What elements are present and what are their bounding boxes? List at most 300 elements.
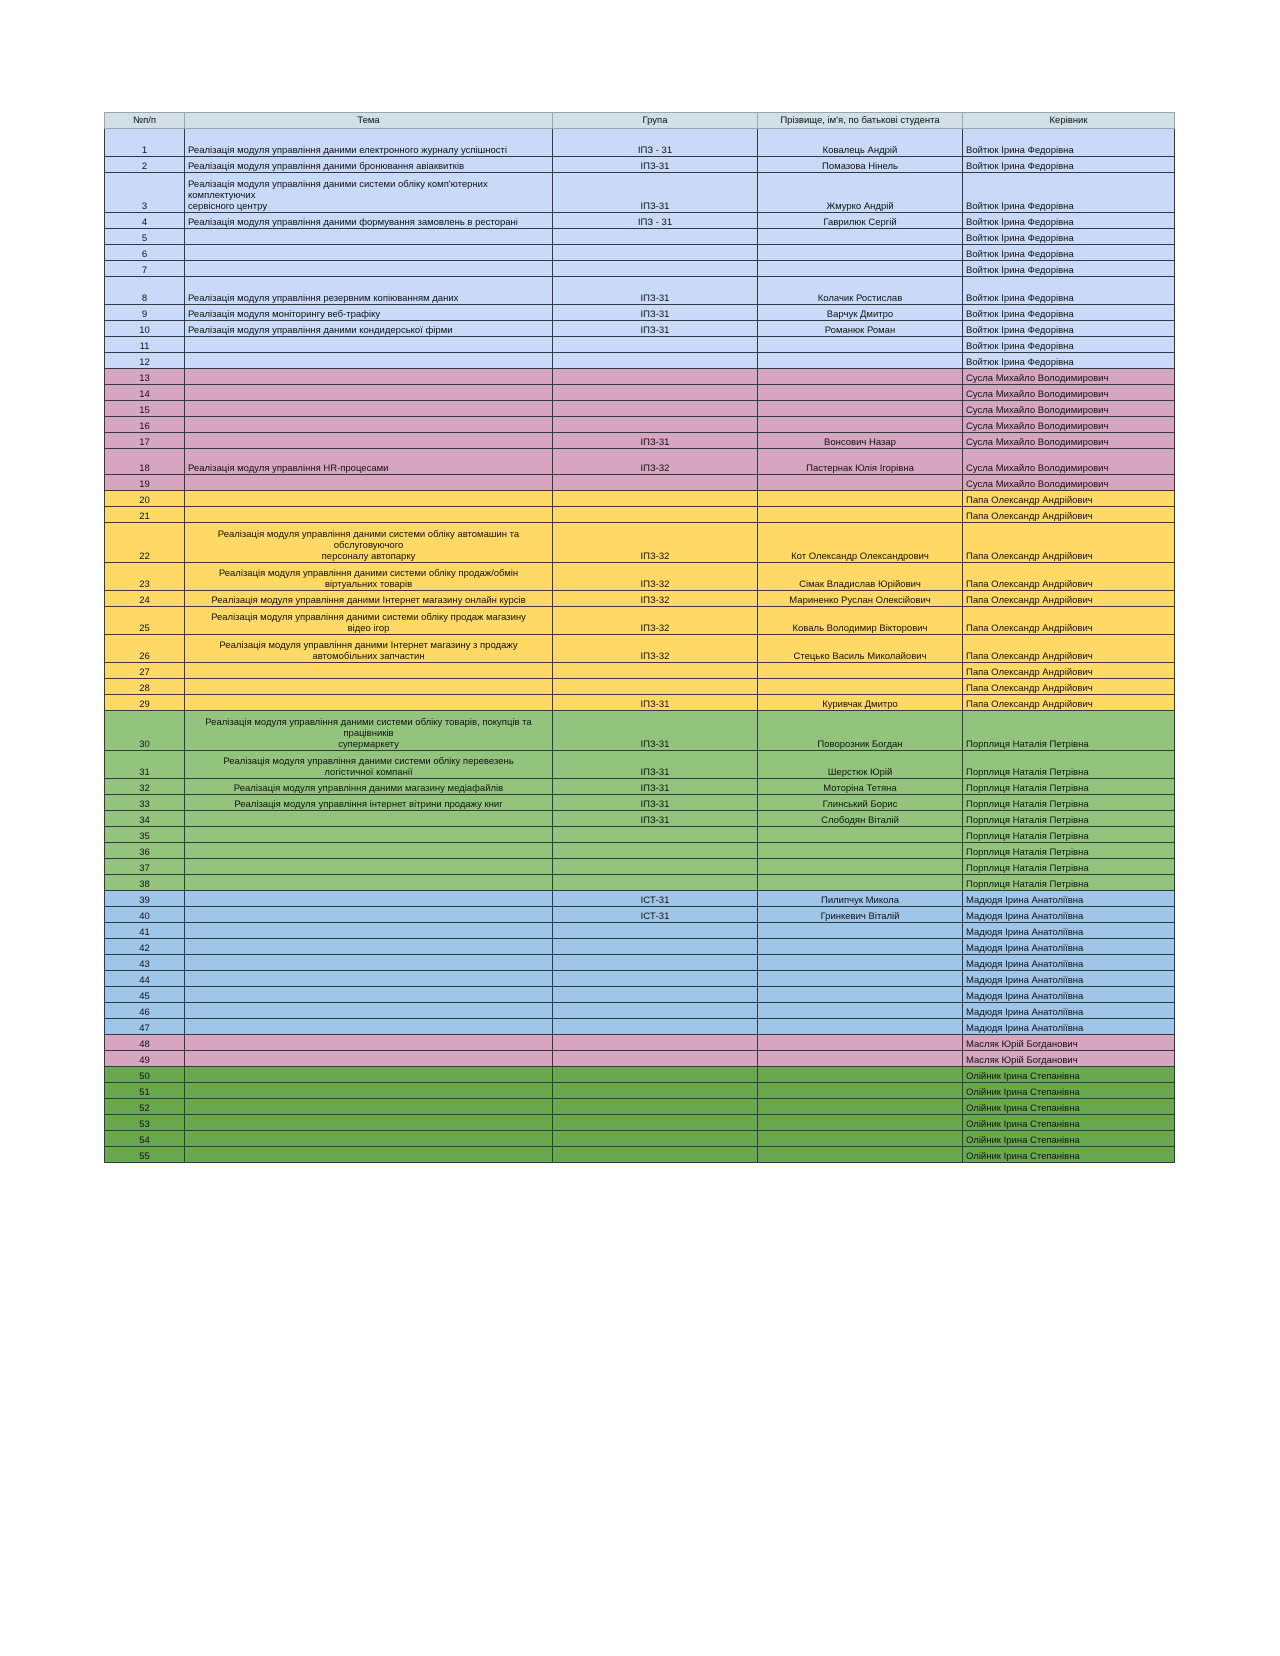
table-row — [105, 711, 1175, 751]
supervisor-cell[interactable]: Мадюдя Ірина Анатоліївна — [963, 939, 1175, 955]
topic-cell[interactable] — [185, 843, 553, 859]
student-cell[interactable]: Мариненко Руслан Олексійович — [758, 591, 963, 607]
group-cell[interactable] — [553, 229, 758, 245]
group-cell[interactable]: ІПЗ-31 — [553, 173, 758, 213]
topic-cell[interactable] — [185, 663, 553, 679]
group-cell[interactable] — [553, 401, 758, 417]
student-cell[interactable] — [758, 1051, 963, 1067]
row-number-cell[interactable]: 51 — [105, 1083, 185, 1099]
topic-cell[interactable] — [185, 1115, 553, 1131]
group-cell[interactable]: ІПЗ-32 — [553, 607, 758, 635]
student-cell[interactable]: Стецько Василь Миколайович — [758, 635, 963, 663]
student-cell[interactable]: Глинський Борис — [758, 795, 963, 811]
supervisor-cell[interactable]: Войтюк Ірина Федорівна — [963, 129, 1175, 157]
row-number-cell[interactable]: 24 — [105, 591, 185, 607]
row-number-cell[interactable]: 12 — [105, 353, 185, 369]
row-number-cell[interactable]: 21 — [105, 507, 185, 523]
group-cell[interactable]: ІПЗ-32 — [553, 523, 758, 563]
topic-cell[interactable] — [185, 1003, 553, 1019]
group-cell[interactable] — [553, 1115, 758, 1131]
topic-cell[interactable]: Реалізація модуля управління даними формування замовлень в ресторані — [185, 213, 553, 229]
table-row — [105, 679, 1175, 695]
student-cell[interactable] — [758, 353, 963, 369]
topic-cell[interactable] — [185, 1099, 553, 1115]
supervisor-cell[interactable]: Порплиця Наталія Петрівна — [963, 859, 1175, 875]
group-cell[interactable] — [553, 475, 758, 491]
student-cell[interactable]: Колачик Ростислав — [758, 277, 963, 305]
student-cell[interactable]: Шерстюк Юрій — [758, 751, 963, 779]
topic-cell[interactable]: Реалізація модуля управління даними бронювання авіаквитків — [185, 157, 553, 173]
table-row — [105, 1147, 1175, 1163]
topic-cell[interactable] — [185, 987, 553, 1003]
row-number-cell[interactable]: 20 — [105, 491, 185, 507]
topic-cell[interactable] — [185, 679, 553, 695]
group-cell[interactable] — [553, 843, 758, 859]
topic-cell[interactable] — [185, 875, 553, 891]
supervisor-cell[interactable]: Порплиця Наталія Петрівна — [963, 779, 1175, 795]
row-number-cell[interactable]: 22 — [105, 523, 185, 563]
group-cell[interactable] — [553, 859, 758, 875]
row-number-cell[interactable]: 34 — [105, 811, 185, 827]
table-row — [105, 875, 1175, 891]
student-cell[interactable] — [758, 875, 963, 891]
table-row — [105, 907, 1175, 923]
supervisor-cell[interactable]: Мадюдя Ірина Анатоліївна — [963, 987, 1175, 1003]
topic-cell[interactable] — [185, 1051, 553, 1067]
topic-cell[interactable] — [185, 353, 553, 369]
supervisor-cell[interactable]: Папа Олександр Андрійович — [963, 663, 1175, 679]
row-number-cell[interactable]: 32 — [105, 779, 185, 795]
row-number-cell[interactable]: 15 — [105, 401, 185, 417]
topic-cell[interactable] — [185, 695, 553, 711]
supervisor-cell[interactable]: Войтюк Ірина Федорівна — [963, 157, 1175, 173]
group-cell[interactable]: ІПЗ-31 — [553, 433, 758, 449]
table-row — [105, 939, 1175, 955]
topic-cell[interactable]: Реалізація модуля управління даними магазину медіафайлів — [185, 779, 553, 795]
student-cell[interactable] — [758, 229, 963, 245]
supervisor-cell[interactable]: Папа Олександр Андрійович — [963, 591, 1175, 607]
table-row — [105, 261, 1175, 277]
topic-cell[interactable] — [185, 1083, 553, 1099]
supervisor-cell[interactable]: Мадюдя Ірина Анатоліївна — [963, 971, 1175, 987]
group-cell[interactable] — [553, 1099, 758, 1115]
student-cell[interactable] — [758, 369, 963, 385]
header-number[interactable]: №п/п — [105, 113, 185, 129]
student-cell[interactable] — [758, 679, 963, 695]
row-number-cell[interactable]: 38 — [105, 875, 185, 891]
topic-cell[interactable] — [185, 1131, 553, 1147]
supervisor-cell[interactable]: Олійник Ірина Степанівна — [963, 1083, 1175, 1099]
group-cell[interactable]: ІПЗ-31 — [553, 811, 758, 827]
topic-cell[interactable] — [185, 369, 553, 385]
student-cell[interactable]: Гаврилюк Сергій — [758, 213, 963, 229]
row-number-cell[interactable]: 40 — [105, 907, 185, 923]
supervisor-cell[interactable]: Порплиця Наталія Петрівна — [963, 843, 1175, 859]
group-cell[interactable]: ІПЗ-31 — [553, 157, 758, 173]
student-cell[interactable] — [758, 337, 963, 353]
group-cell[interactable]: ІПЗ-32 — [553, 591, 758, 607]
student-cell[interactable]: Моторіна Тетяна — [758, 779, 963, 795]
supervisor-cell[interactable]: Папа Олександр Андрійович — [963, 491, 1175, 507]
row-number-cell[interactable]: 5 — [105, 229, 185, 245]
topic-cell[interactable] — [185, 337, 553, 353]
supervisor-cell[interactable]: Олійник Ірина Степанівна — [963, 1147, 1175, 1163]
row-number-cell[interactable]: 29 — [105, 695, 185, 711]
student-cell[interactable]: Коваль Володимир Вікторович — [758, 607, 963, 635]
supervisor-cell[interactable]: Порплиця Наталія Петрівна — [963, 711, 1175, 751]
supervisor-cell[interactable]: Олійник Ірина Степанівна — [963, 1067, 1175, 1083]
row-number-cell[interactable]: 14 — [105, 385, 185, 401]
header-topic[interactable]: Тема — [185, 113, 553, 129]
student-cell[interactable] — [758, 475, 963, 491]
student-cell[interactable]: Слободян Віталій — [758, 811, 963, 827]
supervisor-cell[interactable]: Порплиця Наталія Петрівна — [963, 827, 1175, 843]
supervisor-cell[interactable]: Мадюдя Ірина Анатоліївна — [963, 955, 1175, 971]
student-cell[interactable] — [758, 1067, 963, 1083]
topic-cell[interactable] — [185, 1019, 553, 1035]
topic-cell[interactable]: Реалізація модуля управління даними системи обліку комп'ютерних комплектуючих сервісного центру — [185, 173, 553, 213]
row-number-cell[interactable]: 50 — [105, 1067, 185, 1083]
row-number-cell[interactable]: 33 — [105, 795, 185, 811]
supervisor-cell[interactable]: Войтюк Ірина Федорівна — [963, 245, 1175, 261]
topic-cell[interactable] — [185, 433, 553, 449]
group-cell[interactable] — [553, 1051, 758, 1067]
group-cell[interactable] — [553, 663, 758, 679]
student-cell[interactable]: Пастернак Юлія Ігорівна — [758, 449, 963, 475]
row-number-cell[interactable]: 13 — [105, 369, 185, 385]
group-cell[interactable] — [553, 337, 758, 353]
row-number-cell[interactable]: 16 — [105, 417, 185, 433]
supervisor-cell[interactable]: Сусла Михайло Володимирович — [963, 475, 1175, 491]
topic-cell[interactable]: Реалізація модуля управління даними системи обліку продаж магазину відео ігор — [185, 607, 553, 635]
student-cell[interactable] — [758, 1083, 963, 1099]
table-row — [105, 891, 1175, 907]
topic-cell[interactable]: Реалізація модуля управління даними системи обліку автомашин та обслуговуючого персоналу автопарку — [185, 523, 553, 563]
supervisor-cell[interactable]: Мадюдя Ірина Анатоліївна — [963, 1003, 1175, 1019]
student-cell[interactable] — [758, 507, 963, 523]
topic-cell[interactable]: Реалізація модуля управління даними системи обліку продаж/обмін віртуальних товарів — [185, 563, 553, 591]
topic-cell[interactable] — [185, 923, 553, 939]
row-number-cell[interactable]: 10 — [105, 321, 185, 337]
group-cell[interactable] — [553, 1035, 758, 1051]
supervisor-cell[interactable]: Папа Олександр Андрійович — [963, 635, 1175, 663]
student-cell[interactable]: Вонсович Назар — [758, 433, 963, 449]
topic-cell[interactable] — [185, 1035, 553, 1051]
row-number-cell[interactable]: 52 — [105, 1099, 185, 1115]
student-cell[interactable]: Поворозник Богдан — [758, 711, 963, 751]
supervisor-cell[interactable]: Папа Олександр Андрійович — [963, 679, 1175, 695]
topic-cell[interactable] — [185, 1067, 553, 1083]
group-cell[interactable] — [553, 923, 758, 939]
group-cell[interactable] — [553, 1067, 758, 1083]
supervisor-cell[interactable]: Порплиця Наталія Петрівна — [963, 811, 1175, 827]
group-cell[interactable] — [553, 353, 758, 369]
student-cell[interactable]: Кот Олександр Олександрович — [758, 523, 963, 563]
group-cell[interactable]: ІСТ-31 — [553, 907, 758, 923]
row-number-cell[interactable]: 26 — [105, 635, 185, 663]
supervisor-cell[interactable]: Мадюдя Ірина Анатоліївна — [963, 923, 1175, 939]
group-cell[interactable] — [553, 417, 758, 433]
table-row — [105, 157, 1175, 173]
table-row — [105, 1035, 1175, 1051]
group-cell[interactable] — [553, 385, 758, 401]
topic-cell[interactable] — [185, 1147, 553, 1163]
table-row — [105, 417, 1175, 433]
table-row — [105, 385, 1175, 401]
group-cell[interactable] — [553, 939, 758, 955]
student-cell[interactable] — [758, 843, 963, 859]
topic-cell[interactable] — [185, 229, 553, 245]
topic-cell[interactable] — [185, 907, 553, 923]
header-student[interactable]: Прізвище, ім'я, по батькові студента — [758, 113, 963, 129]
row-number-cell[interactable]: 6 — [105, 245, 185, 261]
student-cell[interactable] — [758, 261, 963, 277]
supervisor-cell[interactable]: Папа Олександр Андрійович — [963, 507, 1175, 523]
student-cell[interactable]: Пилипчук Микола — [758, 891, 963, 907]
row-number-cell[interactable]: 4 — [105, 213, 185, 229]
supervisor-cell[interactable]: Олійник Ірина Степанівна — [963, 1115, 1175, 1131]
student-cell[interactable] — [758, 401, 963, 417]
row-number-cell[interactable]: 19 — [105, 475, 185, 491]
group-cell[interactable] — [553, 491, 758, 507]
row-number-cell[interactable]: 55 — [105, 1147, 185, 1163]
student-cell[interactable] — [758, 939, 963, 955]
row-number-cell[interactable]: 48 — [105, 1035, 185, 1051]
topic-cell[interactable]: Реалізація модуля управління даними електронного журналу успішності — [185, 129, 553, 157]
group-cell[interactable]: ІПЗ - 31 — [553, 129, 758, 157]
supervisor-cell[interactable]: Войтюк Ірина Федорівна — [963, 305, 1175, 321]
row-number-cell[interactable]: 39 — [105, 891, 185, 907]
group-cell[interactable] — [553, 1003, 758, 1019]
group-cell[interactable] — [553, 679, 758, 695]
topic-cell[interactable] — [185, 507, 553, 523]
supervisor-cell[interactable]: Сусла Михайло Володимирович — [963, 433, 1175, 449]
group-cell[interactable]: ІСТ-31 — [553, 891, 758, 907]
topic-cell[interactable] — [185, 939, 553, 955]
row-number-cell[interactable]: 8 — [105, 277, 185, 305]
supervisor-cell[interactable]: Масляк Юрій Богданович — [963, 1051, 1175, 1067]
topic-cell[interactable]: Реалізація модуля управління даними системи обліку товарів, покупців та працівників супермаркету — [185, 711, 553, 751]
group-cell[interactable] — [553, 1131, 758, 1147]
topic-cell[interactable] — [185, 827, 553, 843]
student-cell[interactable] — [758, 491, 963, 507]
topic-cell[interactable] — [185, 811, 553, 827]
supervisor-cell[interactable]: Мадюдя Ірина Анатоліївна — [963, 1019, 1175, 1035]
topic-cell[interactable] — [185, 401, 553, 417]
table-row — [105, 563, 1175, 591]
group-cell[interactable] — [553, 245, 758, 261]
supervisor-cell[interactable]: Войтюк Ірина Федорівна — [963, 229, 1175, 245]
row-number-cell[interactable]: 47 — [105, 1019, 185, 1035]
student-cell[interactable] — [758, 417, 963, 433]
supervisor-cell[interactable]: Папа Олександр Андрійович — [963, 607, 1175, 635]
student-cell[interactable] — [758, 1115, 963, 1131]
row-number-cell[interactable]: 11 — [105, 337, 185, 353]
row-number-cell[interactable]: 28 — [105, 679, 185, 695]
group-cell[interactable]: ІПЗ-31 — [553, 751, 758, 779]
row-number-cell[interactable]: 23 — [105, 563, 185, 591]
supervisor-cell[interactable]: Папа Олександр Андрійович — [963, 563, 1175, 591]
group-cell[interactable]: ІПЗ-31 — [553, 711, 758, 751]
row-number-cell[interactable]: 27 — [105, 663, 185, 679]
supervisor-cell[interactable]: Войтюк Ірина Федорівна — [963, 337, 1175, 353]
row-number-cell[interactable]: 30 — [105, 711, 185, 751]
table-body — [105, 129, 1175, 1163]
student-cell[interactable] — [758, 971, 963, 987]
supervisor-cell[interactable]: Сусла Михайло Володимирович — [963, 401, 1175, 417]
topic-cell[interactable] — [185, 859, 553, 875]
group-cell[interactable] — [553, 875, 758, 891]
topic-cell[interactable] — [185, 261, 553, 277]
student-cell[interactable] — [758, 987, 963, 1003]
row-number-cell[interactable]: 35 — [105, 827, 185, 843]
table-row — [105, 229, 1175, 245]
supervisor-cell[interactable]: Мадюдя Ірина Анатоліївна — [963, 907, 1175, 923]
supervisor-cell[interactable]: Войтюк Ірина Федорівна — [963, 213, 1175, 229]
student-cell[interactable] — [758, 1003, 963, 1019]
group-cell[interactable] — [553, 955, 758, 971]
group-cell[interactable]: ІПЗ-31 — [553, 305, 758, 321]
group-cell[interactable]: ІПЗ - 31 — [553, 213, 758, 229]
student-cell[interactable] — [758, 245, 963, 261]
group-cell[interactable]: ІПЗ-31 — [553, 795, 758, 811]
supervisor-cell[interactable]: Папа Олександр Андрійович — [963, 523, 1175, 563]
topic-cell[interactable]: Реалізація модуля управління даними Інтернет магазину з продажу автомобільних запчастин — [185, 635, 553, 663]
row-number-cell[interactable]: 46 — [105, 1003, 185, 1019]
group-cell[interactable] — [553, 971, 758, 987]
group-cell[interactable] — [553, 1083, 758, 1099]
supervisor-cell[interactable]: Сусла Михайло Володимирович — [963, 369, 1175, 385]
student-cell[interactable] — [758, 1099, 963, 1115]
row-number-cell[interactable]: 37 — [105, 859, 185, 875]
group-cell[interactable] — [553, 1147, 758, 1163]
supervisor-cell[interactable]: Порплиця Наталія Петрівна — [963, 751, 1175, 779]
topic-cell[interactable] — [185, 971, 553, 987]
student-cell[interactable]: Варчук Дмитро — [758, 305, 963, 321]
row-number-cell[interactable]: 9 — [105, 305, 185, 321]
row-number-cell[interactable]: 42 — [105, 939, 185, 955]
row-number-cell[interactable]: 2 — [105, 157, 185, 173]
group-cell[interactable] — [553, 1019, 758, 1035]
table-row — [105, 129, 1175, 157]
row-number-cell[interactable]: 49 — [105, 1051, 185, 1067]
topic-cell[interactable] — [185, 385, 553, 401]
group-cell[interactable] — [553, 507, 758, 523]
student-cell[interactable] — [758, 1131, 963, 1147]
table-row — [105, 635, 1175, 663]
group-cell[interactable]: ІПЗ-31 — [553, 695, 758, 711]
topic-cell[interactable] — [185, 475, 553, 491]
group-cell[interactable]: ІПЗ-31 — [553, 321, 758, 337]
row-number-cell[interactable]: 31 — [105, 751, 185, 779]
row-number-cell[interactable]: 18 — [105, 449, 185, 475]
student-cell[interactable]: Сімак Владислав Юрійович — [758, 563, 963, 591]
row-number-cell[interactable]: 43 — [105, 955, 185, 971]
student-cell[interactable]: Помазова Нінель — [758, 157, 963, 173]
row-number-cell[interactable]: 7 — [105, 261, 185, 277]
student-cell[interactable] — [758, 663, 963, 679]
student-cell[interactable]: Романюк Роман — [758, 321, 963, 337]
group-cell[interactable] — [553, 369, 758, 385]
student-cell[interactable] — [758, 827, 963, 843]
group-cell[interactable]: ІПЗ-31 — [553, 277, 758, 305]
supervisor-cell[interactable]: Войтюк Ірина Федорівна — [963, 353, 1175, 369]
topic-cell[interactable] — [185, 417, 553, 433]
student-cell[interactable] — [758, 1035, 963, 1051]
row-number-cell[interactable]: 1 — [105, 129, 185, 157]
topic-cell[interactable]: Реалізація модуля управління інтернет вітрини продажу книг — [185, 795, 553, 811]
supervisor-cell[interactable]: Порплиця Наталія Петрівна — [963, 795, 1175, 811]
student-cell[interactable] — [758, 955, 963, 971]
header-group[interactable]: Група — [553, 113, 758, 129]
topic-cell[interactable]: Реалізація модуля управління даними Інтернет магазину онлайн курсів — [185, 591, 553, 607]
row-number-cell[interactable]: 45 — [105, 987, 185, 1003]
topic-cell[interactable] — [185, 491, 553, 507]
supervisor-cell[interactable]: Мадюдя Ірина Анатоліївна — [963, 891, 1175, 907]
group-cell[interactable] — [553, 261, 758, 277]
group-cell[interactable]: ІПЗ-32 — [553, 449, 758, 475]
table-row — [105, 795, 1175, 811]
row-number-cell[interactable]: 54 — [105, 1131, 185, 1147]
student-cell[interactable] — [758, 1019, 963, 1035]
supervisor-cell[interactable]: Сусла Михайло Володимирович — [963, 417, 1175, 433]
group-cell[interactable] — [553, 987, 758, 1003]
supervisor-cell[interactable]: Сусла Михайло Володимирович — [963, 449, 1175, 475]
supervisor-cell[interactable]: Папа Олександр Андрійович — [963, 695, 1175, 711]
supervisor-cell[interactable]: Порплиця Наталія Петрівна — [963, 875, 1175, 891]
supervisor-cell[interactable]: Войтюк Ірина Федорівна — [963, 173, 1175, 213]
supervisor-cell[interactable]: Масляк Юрій Богданович — [963, 1035, 1175, 1051]
row-number-cell[interactable]: 36 — [105, 843, 185, 859]
topic-cell[interactable]: Реалізація модуля моніторингу веб-трафіку — [185, 305, 553, 321]
supervisor-cell[interactable]: Олійник Ірина Степанівна — [963, 1099, 1175, 1115]
topic-cell[interactable]: Реалізація модуля управління даними системи обліку перевезень логістичної компанії — [185, 751, 553, 779]
topic-cell[interactable] — [185, 955, 553, 971]
topic-cell[interactable]: Реалізація модуля управління HR-процесами — [185, 449, 553, 475]
student-cell[interactable]: Куривчак Дмитро — [758, 695, 963, 711]
supervisor-cell[interactable]: Сусла Михайло Володимирович — [963, 385, 1175, 401]
student-cell[interactable] — [758, 385, 963, 401]
student-cell[interactable] — [758, 923, 963, 939]
supervisor-cell[interactable]: Войтюк Ірина Федорівна — [963, 277, 1175, 305]
row-number-cell[interactable]: 25 — [105, 607, 185, 635]
student-cell[interactable] — [758, 859, 963, 875]
student-cell[interactable] — [758, 1147, 963, 1163]
topic-cell[interactable]: Реалізація модуля управління резервним копіюванням даних — [185, 277, 553, 305]
supervisor-cell[interactable]: Олійник Ірина Степанівна — [963, 1131, 1175, 1147]
row-number-cell[interactable]: 44 — [105, 971, 185, 987]
supervisor-cell[interactable]: Войтюк Ірина Федорівна — [963, 261, 1175, 277]
topic-cell[interactable] — [185, 891, 553, 907]
group-cell[interactable]: ІПЗ-31 — [553, 779, 758, 795]
topic-cell[interactable] — [185, 245, 553, 261]
row-number-cell[interactable]: 41 — [105, 923, 185, 939]
header-supervisor[interactable]: Керівник — [963, 113, 1175, 129]
group-cell[interactable]: ІПЗ-32 — [553, 635, 758, 663]
student-cell[interactable]: Жмурко Андрій — [758, 173, 963, 213]
header-row — [105, 113, 1175, 129]
topic-cell[interactable]: Реалізація модуля управління даними кондидерської фірми — [185, 321, 553, 337]
table-row — [105, 923, 1175, 939]
row-number-cell[interactable]: 3 — [105, 173, 185, 213]
group-cell[interactable]: ІПЗ-32 — [553, 563, 758, 591]
student-cell[interactable]: Гринкевич Віталій — [758, 907, 963, 923]
supervisor-cell[interactable]: Войтюк Ірина Федорівна — [963, 321, 1175, 337]
student-cell[interactable]: Ковалець Андрій — [758, 129, 963, 157]
group-cell[interactable] — [553, 827, 758, 843]
row-number-cell[interactable]: 53 — [105, 1115, 185, 1131]
row-number-cell[interactable]: 17 — [105, 433, 185, 449]
